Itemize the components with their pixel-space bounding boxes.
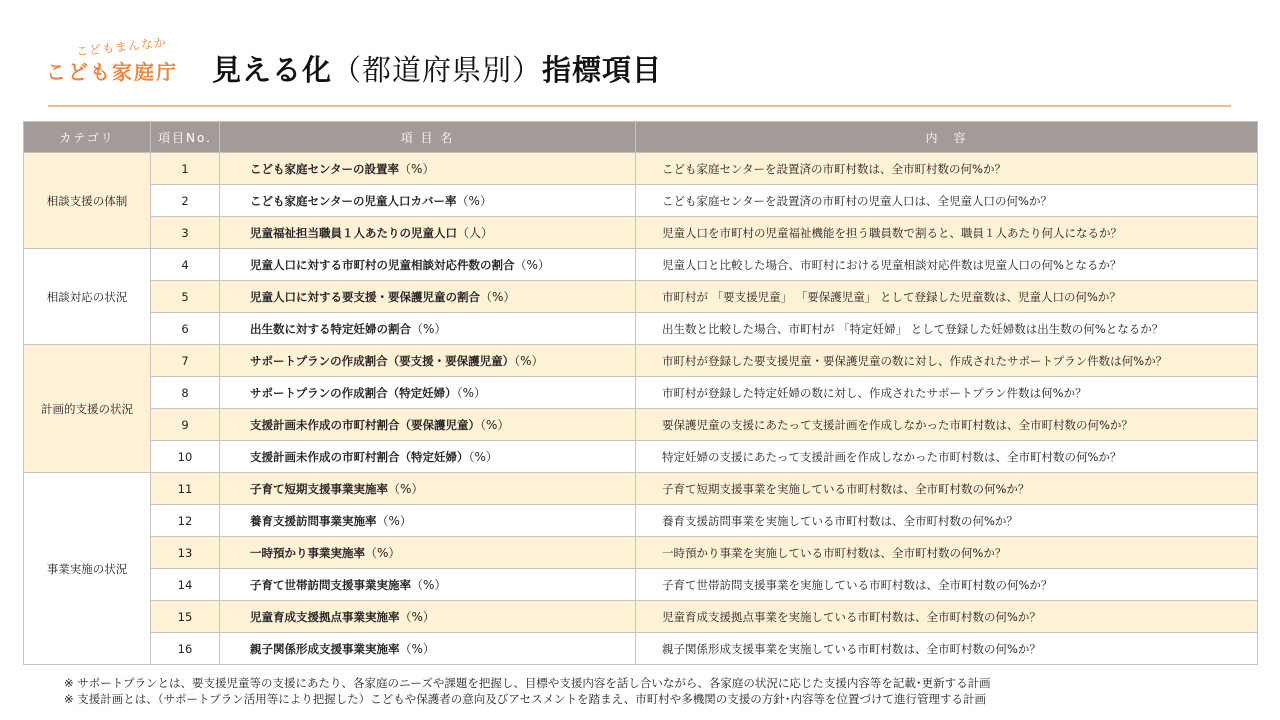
title-tail: 指標項目 [542,53,663,87]
row-name [220,441,636,473]
row-description: 親子関係形成支援事業を実施している市町村数は、全市町村数の何%か？ [636,633,1258,665]
row-unit: （人） [457,226,494,240]
row-unit: （%） [480,290,516,304]
page-title [212,48,662,89]
logo-tagline: こどもまんなか [75,35,168,59]
row-name [220,601,636,633]
row-unit: （%） [514,354,544,368]
row-number: 8 [151,377,220,409]
row-unit: （%） [399,162,435,176]
table-row [24,569,1258,601]
row-name-text: 児童育成支援拠点事業実施率 [250,610,400,624]
row-unit: （%） [480,418,510,432]
table-row [24,153,1258,185]
table-row [24,313,1258,345]
category-cell: 事業実施の状況 [24,473,151,665]
row-name [220,345,636,377]
row-name [220,633,636,665]
row-name-text: 支援計画未作成の市町村割合（要保護児童） [250,418,480,432]
table-row [24,409,1258,441]
category-cell: 計画的支援の状況 [24,345,151,473]
row-description: 出生数と比較した場合、市町村が 「特定妊婦」 として登録した妊婦数は出生数の何%となるか？ [636,313,1258,345]
row-name [220,505,636,537]
row-description: こども家庭センターを設置済の市町村数は、全市町村数の何%か？ [636,153,1258,185]
row-name [220,569,636,601]
row-name-text: 一時預かり事業実施率 [250,546,365,560]
category-cell: 相談支援の体制 [24,153,151,249]
footnote-support-plan: ※ サポートプランとは、要支援児童等の支援にあたり、各家庭のニーズや課題を把握し、目標や支援内容を話し合いながら、各家庭の状況に応じた支援内容等を記載･更新する計画 [64,676,991,690]
row-name [220,217,636,249]
footnotes [64,675,991,707]
row-number: 15 [151,601,220,633]
row-description: 市町村が登録した特定妊婦の数に対し、作成されたサポートプラン件数は何%か？ [636,377,1258,409]
row-description: 子育て短期支援事業を実施している市町村数は、全市町村数の何%か？ [636,473,1258,505]
header-number: 項目No. [151,122,220,153]
row-number: 10 [151,441,220,473]
row-name-text: 子育て短期支援事業実施率 [250,482,388,496]
header-content: 内 容 [636,122,1258,153]
row-description: 市町村が 「要支援児童」 「要保護児童」 として登録した児童数は、児童人口の何%か？ [636,281,1258,313]
row-name [220,249,636,281]
row-number: 4 [151,249,220,281]
row-number: 14 [151,569,220,601]
row-description: 市町村が登録した要支援児童・要保護児童の数に対し、作成されたサポートプラン件数は何%か？ [636,345,1258,377]
agency-logo [46,35,196,90]
row-number: 3 [151,217,220,249]
row-description: 子育て世帯訪問支援事業を実施している市町村数は、全市町村数の何%か？ [636,569,1258,601]
row-name [220,185,636,217]
logo-wordmark: こども家庭庁 [46,60,178,84]
table-row [24,377,1258,409]
row-name-text: 児童福祉担当職員１人あたりの児童人口 [250,226,457,240]
row-unit: （%） [399,642,435,656]
category-cell: 相談対応の状況 [24,249,151,345]
row-number: 11 [151,473,220,505]
row-description: 特定妊婦の支援にあたって支援計画を作成しなかった市町村数は、全市町村数の何%か？ [636,441,1258,473]
row-unit: （%） [456,194,492,208]
table-row [24,473,1258,505]
row-unit: （%） [468,450,498,464]
row-description: 要保護児童の支援にあたって支援計画を作成しなかった市町村数は、全市町村数の何%か？ [636,409,1258,441]
row-unit: （%） [365,546,401,560]
row-name-text: こども家庭センターの児童人口カバー率 [250,194,457,208]
footnote-support-program: ※ 支援計画とは、（サポートプラン活用等により把握した）こどもや保護者の意向及びアセスメントを踏まえ、市町村や多機関の支援の方針･内容等を位置づけて進行管理する計画 [64,692,987,706]
row-name [220,409,636,441]
table-row [24,281,1258,313]
indicator-table [23,121,1258,665]
row-unit: （%） [514,258,550,272]
row-name-text: 出生数に対する特定妊婦の割合 [250,322,411,336]
row-name-text: サポートプランの作成割合（特定妊婦） [250,386,457,400]
row-number: 1 [151,153,220,185]
row-name-text: 養育支援訪問事業実施率 [250,514,377,528]
row-description: 一時預かり事業を実施している市町村数は、全市町村数の何%か？ [636,537,1258,569]
row-unit: （%） [411,322,447,336]
row-name [220,377,636,409]
row-description: 児童育成支援拠点事業を実施している市町村数は、全市町村数の何%か？ [636,601,1258,633]
title-paren: （都道府県別） [332,53,543,87]
row-name-text: こども家庭センターの設置率 [250,162,400,176]
table-row [24,633,1258,665]
row-unit: （%） [376,514,412,528]
table-row [24,537,1258,569]
title-main: 見える化 [212,53,333,87]
row-number: 12 [151,505,220,537]
row-number: 9 [151,409,220,441]
row-number: 6 [151,313,220,345]
table-row [24,345,1258,377]
header-divider [48,105,1231,107]
row-unit: （%） [388,482,424,496]
row-number: 7 [151,345,220,377]
row-unit: （%） [399,610,435,624]
row-name-text: 児童人口に対する市町村の児童相談対応件数の割合 [250,258,515,272]
row-unit: （%） [411,578,447,592]
table-row [24,217,1258,249]
row-name [220,537,636,569]
row-name-text: 子育て世帯訪問支援事業実施率 [250,578,411,592]
table-row [24,601,1258,633]
row-number: 13 [151,537,220,569]
table-header-row [24,122,1258,153]
table-row [24,505,1258,537]
row-name [220,281,636,313]
row-name [220,153,636,185]
table-row [24,249,1258,281]
table-row [24,185,1258,217]
header-category: カテゴリ [24,122,151,153]
row-name-text: サポートプランの作成割合（要支援・要保護児童） [250,354,515,368]
row-name [220,313,636,345]
row-number: 5 [151,281,220,313]
row-description: 児童人口と比較した場合、市町村における児童相談対応件数は児童人口の何%となるか？ [636,249,1258,281]
table-row [24,441,1258,473]
row-unit: （%） [456,386,487,400]
row-name-text: 支援計画未作成の市町村割合（特定妊婦） [250,450,469,464]
row-number: 2 [151,185,220,217]
row-description: こども家庭センターを設置済の市町村の児童人口は、全児童人口の何%か？ [636,185,1258,217]
header-name: 項 目 名 [220,122,636,153]
row-number: 16 [151,633,220,665]
row-description: 養育支援訪問事業を実施している市町村数は、全市町村数の何%か？ [636,505,1258,537]
row-name-text: 児童人口に対する要支援・要保護児童の割合 [250,290,480,304]
row-name [220,473,636,505]
row-description: 児童人口を市町村の児童福祉機能を担う職員数で割ると、職員１人あたり何人になるか？ [636,217,1258,249]
row-name-text: 親子関係形成支援事業実施率 [250,642,400,656]
